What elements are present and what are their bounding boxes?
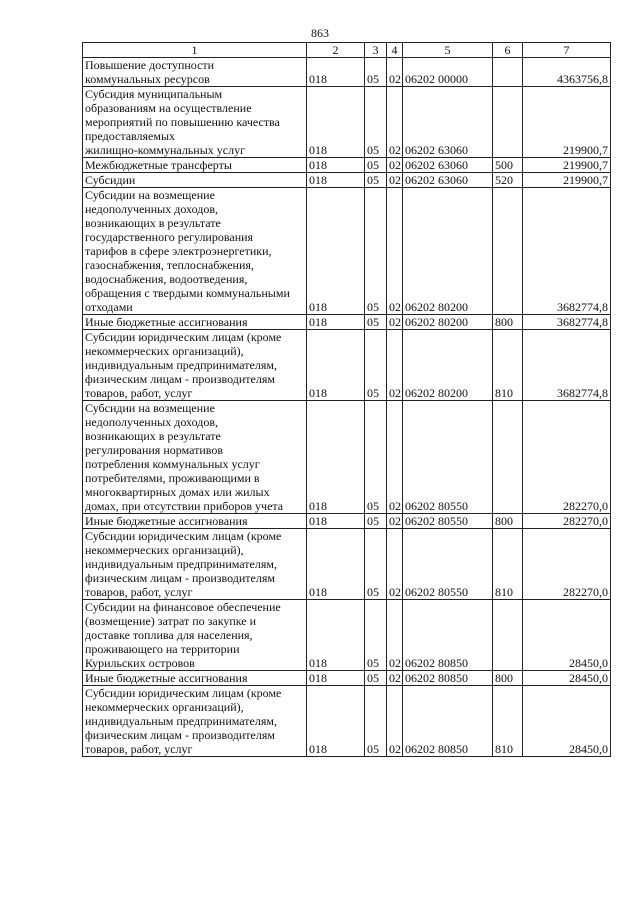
table-body [83,43,611,757]
section-cell: 05 [365,671,387,686]
subsection-cell: 02 [387,529,403,600]
subsection-cell: 02 [387,514,403,529]
amount-cell: 219900,7 [523,158,611,173]
program-code-cell: 06202 80200 [403,315,493,330]
subsection-cell: 02 [387,671,403,686]
item-name-line: Иные бюджетные ассигнования [85,671,248,685]
program-code-cell: 06202 80550 [403,529,493,600]
item-name-cell [83,315,307,330]
subsection-cell: 02 [387,330,403,401]
subsection-cell: 02 [387,188,403,315]
amount-cell: 282270,0 [523,401,611,514]
admin-code-cell: 018 [307,529,365,600]
program-code-cell: 06202 80550 [403,401,493,514]
item-name-line: предоставляемых [85,129,176,143]
subsection-cell: 02 [387,158,403,173]
item-name-line: отходами [85,300,133,314]
program-code-cell: 06202 63060 [403,173,493,188]
amount-cell: 28450,0 [523,600,611,671]
section-cell: 05 [365,514,387,529]
program-code-cell: 06202 63060 [403,87,493,158]
item-name-cell [83,173,307,188]
expense-type-cell: 810 [493,330,523,401]
item-name-line: образованиям на осуществление [85,101,252,115]
admin-code-cell: 018 [307,330,365,401]
item-name-cell [83,188,307,315]
section-cell: 05 [365,173,387,188]
item-name-line: недополученных доходов, [85,202,218,216]
item-name-line: (возмещение) затрат по закупке и [85,614,257,628]
section-cell: 05 [365,600,387,671]
budget-table [82,42,611,757]
table-row [83,671,611,686]
section-cell: 05 [365,401,387,514]
amount-cell: 3682774,8 [523,330,611,401]
amount-cell: 3682774,8 [523,188,611,315]
item-name-line: товаров, работ, услуг [85,386,193,400]
item-name-line: газоснабжения, теплоснабжения, [85,258,254,272]
amount-cell: 282270,0 [523,529,611,600]
item-name-cell [83,158,307,173]
section-cell: 05 [365,529,387,600]
subsection-cell: 02 [387,315,403,330]
admin-code-cell: 018 [307,58,365,87]
item-name-cell [83,87,307,158]
item-name-line: индивидуальным предпринимателям, [85,358,277,372]
table-row [83,686,611,757]
table-row [83,87,611,158]
item-name-line: Субсидии на финансовое обеспечение [85,600,281,614]
item-name-line: жилищно-коммунальных услуг [85,143,245,157]
table-row [83,600,611,671]
amount-cell: 282270,0 [523,514,611,529]
item-name-line: Иные бюджетные ассигнования [85,315,248,329]
amount-cell: 219900,7 [523,87,611,158]
expense-type-cell [493,87,523,158]
item-name-cell [83,58,307,87]
header-cell: 2 [307,43,365,58]
admin-code-cell: 018 [307,158,365,173]
item-name-line: многоквартирных домах или жилых [85,485,270,499]
expense-type-cell: 810 [493,529,523,600]
subsection-cell: 02 [387,401,403,514]
program-code-cell: 06202 80200 [403,188,493,315]
item-name-line: домах, при отсутствии приборов учета [85,499,284,513]
section-cell: 05 [365,87,387,158]
item-name-cell [83,600,307,671]
item-name-line: товаров, работ, услуг [85,742,193,756]
item-name-line: обращения с твердыми коммунальными [85,286,290,300]
item-name-line: регулирования нормативов [85,443,224,457]
header-cell: 1 [83,43,307,58]
expense-type-cell: 500 [493,158,523,173]
item-name-line: Субсидии юридическим лицам (кроме [85,686,282,700]
item-name-line: некоммерческих организаций), [85,700,244,714]
item-name-line: индивидуальным предпринимателям, [85,714,277,728]
item-name-line: Межбюджетные трансферты [85,158,232,172]
item-name-line: проживающего на территории [85,642,240,656]
item-name-line: Субсидии юридическим лицам (кроме [85,529,282,543]
subsection-cell: 02 [387,686,403,757]
item-name-line: некоммерческих организаций), [85,344,244,358]
item-name-line: мероприятий по повышению качества [85,115,280,129]
program-code-cell: 06202 80850 [403,600,493,671]
amount-cell: 3682774,8 [523,315,611,330]
item-name-line: государственного регулирования [85,230,254,244]
item-name-line: недополученных доходов, [85,415,218,429]
header-cell: 5 [403,43,493,58]
header-row [83,43,611,58]
item-name-line: Иные бюджетные ассигнования [85,514,248,528]
item-name-line: физическим лицам - производителям [85,372,275,386]
amount-cell: 4363756,8 [523,58,611,87]
program-code-cell: 06202 00000 [403,58,493,87]
item-name-line: возникающих в результате [85,429,221,443]
admin-code-cell: 018 [307,686,365,757]
admin-code-cell: 018 [307,401,365,514]
item-name-line: потребления коммунальных услуг [85,457,260,471]
item-name-line: тарифов в сфере электроэнергетики, [85,244,272,258]
table-row [83,401,611,514]
expense-type-cell: 520 [493,173,523,188]
subsection-cell: 02 [387,173,403,188]
item-name-line: Субсидии на возмещение [85,401,215,415]
section-cell: 05 [365,158,387,173]
admin-code-cell: 018 [307,315,365,330]
expense-type-cell: 800 [493,671,523,686]
expense-type-cell: 800 [493,514,523,529]
item-name-line: Повышение доступности [85,58,215,72]
table-row [83,330,611,401]
item-name-line: некоммерческих организаций), [85,543,244,557]
item-name-line: товаров, работ, услуг [85,585,193,599]
item-name-cell [83,401,307,514]
admin-code-cell: 018 [307,188,365,315]
item-name-line: физическим лицам - производителям [85,728,275,742]
amount-cell: 28450,0 [523,686,611,757]
header-cell: 4 [387,43,403,58]
amount-cell: 28450,0 [523,671,611,686]
item-name-line: возникающих в результате [85,216,221,230]
item-name-line: водоснабжения, водоотведения, [85,272,248,286]
subsection-cell: 02 [387,87,403,158]
item-name-cell [83,330,307,401]
admin-code-cell: 018 [307,671,365,686]
item-name-cell [83,686,307,757]
expense-type-cell [493,58,523,87]
header-cell: 3 [365,43,387,58]
program-code-cell: 06202 63060 [403,158,493,173]
item-name-line: физическим лицам - производителям [85,571,275,585]
section-cell: 05 [365,315,387,330]
program-code-cell: 06202 80850 [403,686,493,757]
expense-type-cell [493,600,523,671]
program-code-cell: 06202 80200 [403,330,493,401]
item-name-cell [83,514,307,529]
item-name-line: Субсидии юридическим лицам (кроме [85,330,282,344]
item-name-line: доставке топлива для населения, [85,628,253,642]
section-cell: 05 [365,188,387,315]
item-name-cell [83,671,307,686]
item-name-line: Курильских островов [85,656,195,670]
program-code-cell: 06202 80850 [403,671,493,686]
item-name-line: Субсидии [85,173,136,187]
item-name-line: индивидуальным предпринимателям, [85,557,277,571]
header-cell: 7 [523,43,611,58]
subsection-cell: 02 [387,600,403,671]
expense-type-cell: 800 [493,315,523,330]
header-cell: 6 [493,43,523,58]
item-name-line: коммунальных ресурсов [85,72,210,86]
expense-type-cell: 810 [493,686,523,757]
item-name-cell [83,529,307,600]
section-cell: 05 [365,58,387,87]
item-name-line: потребителями, проживающими в [85,471,260,485]
subsection-cell: 02 [387,58,403,87]
admin-code-cell: 018 [307,87,365,158]
section-cell: 05 [365,330,387,401]
section-cell: 05 [365,686,387,757]
item-name-line: Субсидии на возмещение [85,188,215,202]
table-row [83,315,611,330]
program-code-cell: 06202 80550 [403,514,493,529]
amount-cell: 219900,7 [523,173,611,188]
table-row [83,188,611,315]
expense-type-cell [493,401,523,514]
table-row [83,173,611,188]
table-row [83,158,611,173]
item-name-line: Субсидия муниципальным [85,87,223,101]
table-row [83,514,611,529]
expense-type-cell [493,188,523,315]
admin-code-cell: 018 [307,600,365,671]
admin-code-cell: 018 [307,514,365,529]
table-row [83,58,611,87]
table-row [83,529,611,600]
admin-code-cell: 018 [307,173,365,188]
page-number: 863 [311,26,329,40]
